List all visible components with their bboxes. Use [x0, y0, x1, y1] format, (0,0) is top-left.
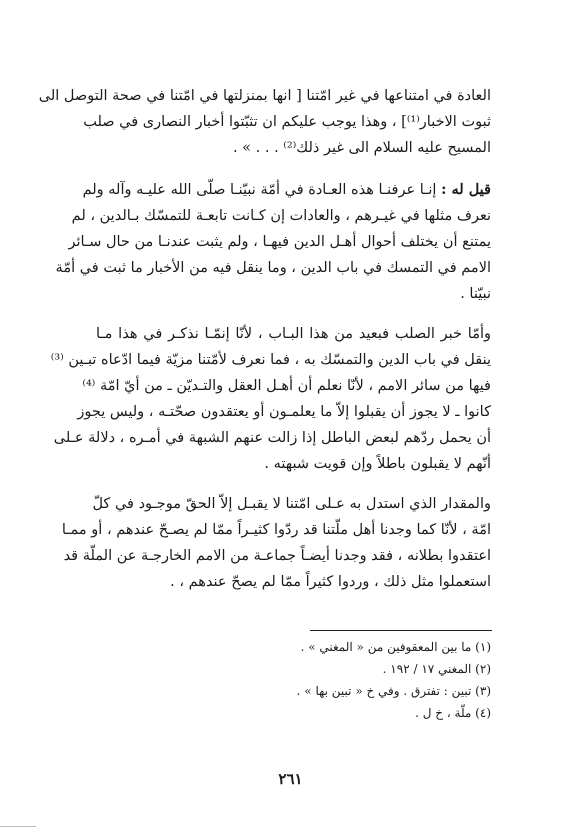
footnote-2: (٢) المغني ١٧ / ١٩٢ .: [382, 662, 491, 676]
footnote-divider: [310, 630, 492, 631]
paragraph-2-line-4: الامم في التمسك في باب الدين ، وما ينقل فيه من الأخبار ما ثبت في أمّة: [55, 260, 491, 276]
paragraph-4-line-4: استعملوا مثل ذلك ، وردوا كثيراً ممّا لم يصحّ عندهم ، .: [170, 574, 491, 590]
paragraph-4-line-1: والمقدار الذي استدل به عـلى امّتنا لا يقبـل إلاّ الحقّ موجـود في كلّ: [92, 496, 491, 512]
paragraph-1-line-3: المسيح عليه السلام الى غير ذلك⁽²⁾ . . . » .: [232, 140, 491, 156]
paragraph-3-line-1: وأمّا خبر الصلب فبعيد من هذا البـاب ، لأنّا إنمّـا نذكـر في هذا مـا: [96, 326, 491, 342]
paragraph-2-line-1: [82, 180, 491, 200]
paragraph-1-line-1: العادة في امتناعها في غير امّتنا [ انها بمنزلتها في امّتنا في صحة التوصل الى: [38, 88, 491, 104]
footnote-1: (١) ما بين المعقوفين من « المغني » .: [300, 640, 491, 654]
paragraph-3-line-5: أن يحمل ردّهم لبعض الباطل إذا زالت عنهم الشبهة في أمـره ، دلالة عـلى: [53, 430, 491, 446]
paragraph-2-line-5: نبيّنا .: [460, 286, 491, 302]
footnote-3: (٣) تبين : تفترق . وفي خ « تبين بها » .: [296, 684, 491, 698]
paragraph-2-line-3: يمتنع أن يختلف أحوال أهـل الدين فيهـا ، ولم يثبت عندنـا من حال سـائر: [68, 234, 491, 250]
main-text: [38, 86, 491, 606]
page-number: ٢٦١: [278, 770, 303, 788]
paragraph-2-line-2: نعرف مثلها في غيـرهم ، والعادات إن كـانت تابعـة للتمسّك بـالدين ، لم: [71, 208, 491, 224]
paragraph-3-line-2: ينقل في باب الدين والتمسّك به ، فما نعرف لأمّتنا مزيّة فيما ادّعاه تبـين ⁽³⁾: [50, 352, 491, 368]
footnote-4: (٤) ملّة ، خ ل .: [415, 706, 491, 720]
footnotes: [231, 639, 491, 739]
paragraph-2-line-1-text: إنـا عرفنـا هذه العـادة في أمّة نبيّنـا صلّى الله عليـه وآله ولم: [82, 182, 437, 198]
paragraph-4-line-2: امّة ، لأنّا كما وجدنا أهل ملّتنا قد ردّوا كثيـراً ممّا لم يصـحّ عندهم ، أو ممـا: [61, 522, 491, 538]
paragraph-4-line-3: اعتقدوا بطلانه ، فقد وجدنا أيضـاً جماعـة من الامم الخارجـة عن الملّة قد: [63, 548, 491, 564]
paragraph-2-lead: قيل له :: [441, 181, 491, 198]
scan-edge-mark: [0, 826, 36, 827]
paragraph-3-line-4: كانوا ـ لا يجوز أن يقبلوا إلاّ ما يعلمـون أو يعتقدون صحّتـه ، وليس يجوز: [77, 404, 491, 420]
paragraph-3-line-6: أنّهم لا يقبلون باطلاً وإن قويت شبهته .: [264, 456, 491, 472]
paragraph-1-line-2: ثبوت الاخبار⁽¹⁾] ، وهذا يوجب عليكم ان تثبّتوا أخبار النصارى في صلب: [83, 114, 491, 130]
paragraph-3-line-3: فيها من سائر الامم ، لأنّا نعلم أن أهـل العقل والتـديّن ـ من أيّ امّة ⁽⁴⁾: [82, 378, 491, 394]
